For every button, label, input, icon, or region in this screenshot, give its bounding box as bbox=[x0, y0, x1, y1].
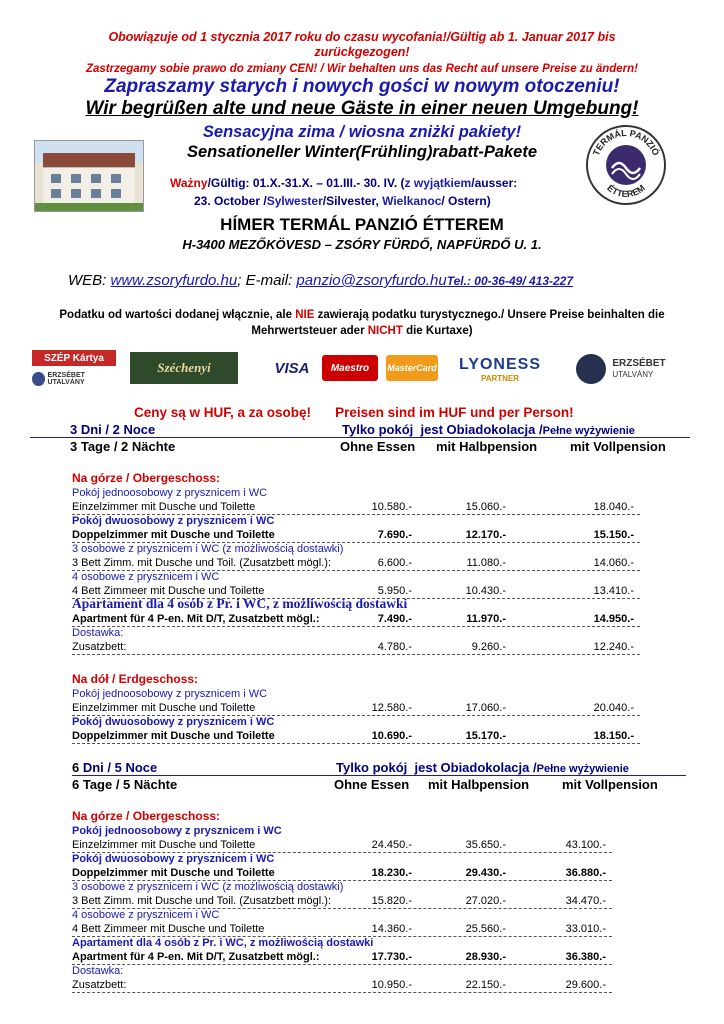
tax-nicht: NICHT bbox=[367, 325, 403, 337]
room-type-de: Einzelzimmer mit Dusche und Toilette bbox=[72, 702, 640, 716]
room-type-pl: Dostawka: bbox=[72, 965, 124, 977]
sec1-upper-heading bbox=[72, 471, 220, 486]
tax-text-a: Podatku od wartości dodanej włącznie, ale bbox=[59, 309, 296, 321]
price-vollpension: 34.470.- bbox=[565, 895, 606, 907]
price-halbpension: 10.430.- bbox=[465, 585, 506, 597]
lyoness-partner-text: PARTNER bbox=[480, 373, 520, 383]
price-vollpension: 14.950.- bbox=[593, 613, 634, 625]
validity-range: /Gültig: 01.X.-31.X. – 01.III.- 30. IV. ( bbox=[207, 176, 405, 190]
lyoness-logo bbox=[446, 350, 554, 388]
svg-text:TERMÁL PANZIÓ: TERMÁL PANZIÓ bbox=[590, 127, 662, 158]
room-type-de: Doppelzimmer mit Dusche und Toilette bbox=[72, 730, 640, 744]
price-ohne-essen: 15.820.- bbox=[371, 895, 412, 907]
validity-dates bbox=[170, 174, 590, 210]
sec2-days-pl bbox=[72, 760, 157, 775]
sec2-days-de: 6 Tage / 5 Nächte bbox=[72, 777, 178, 792]
room-type-de: 4 Bett Zimmeer mit Dusche und Toilette bbox=[72, 923, 612, 937]
price-vollpension: 18.150.- bbox=[593, 730, 634, 742]
room-type-de: Doppelzimmer mit Dusche und Toilette bbox=[72, 529, 640, 543]
email-link[interactable]: panzio@zsoryfurdo.hu bbox=[296, 272, 447, 289]
room-type-de: Apartment für 4 P-en. Mit D/T, Zusatzbett mögl.: bbox=[72, 951, 612, 965]
sec1-upper-pl: Na górze bbox=[72, 471, 123, 485]
price-halbpension: 11.970.- bbox=[466, 613, 506, 625]
erzsebet-emblem-icon bbox=[576, 354, 606, 384]
tax-note bbox=[30, 307, 694, 339]
validity-silvester: /Silvester, bbox=[322, 194, 383, 208]
mastercard-logo: MasterCard bbox=[386, 355, 438, 381]
room-type-pl: 3 osobowe z prysznicem i WC (z możliwością dostawki) bbox=[72, 543, 344, 555]
prices-note bbox=[134, 405, 574, 421]
sec2-num: 6 bbox=[72, 760, 83, 775]
price-halbpension: 9.260.- bbox=[471, 641, 506, 653]
erzsebet-logo bbox=[566, 350, 676, 388]
room-type-pl: 4 osobowe z prysznicem i WC bbox=[72, 909, 220, 921]
lyoness-text: LYONESS bbox=[459, 355, 541, 373]
price-ohne-essen: 17.730.- bbox=[371, 951, 412, 963]
room-type-de: Zusatzbett: bbox=[72, 979, 612, 993]
erzsebet-emblem-icon bbox=[32, 372, 45, 386]
price-vollpension: 36.380.- bbox=[565, 951, 606, 963]
prices-note-de: Preisen sind im HUF und per Person! bbox=[335, 405, 574, 420]
sec1-divider bbox=[30, 437, 690, 438]
erzsebet-small-text: ERZSÉBET UTALVÁNY bbox=[47, 372, 85, 386]
hotel-photo bbox=[34, 140, 144, 212]
maestro-logo: Maestro bbox=[322, 355, 378, 381]
szep-card-logo: SZÉP Kártya bbox=[32, 350, 116, 366]
room-type-de: 3 Bett Zimm. mit Dusche und Toil. (Zusatzbett mögl.): bbox=[72, 557, 640, 571]
price-vollpension: 43.100.- bbox=[565, 839, 606, 851]
sec1-col-halb: mit Halbpension bbox=[436, 439, 538, 454]
sec1-days-pl: 3 Dni / 2 Noce bbox=[70, 422, 156, 437]
room-type-de: Zusatzbett: bbox=[72, 641, 640, 655]
price-ohne-essen: 14.360.- bbox=[371, 923, 412, 935]
price-change-notice bbox=[0, 62, 724, 76]
svg-text:ÉTTEREM: ÉTTEREM bbox=[605, 182, 647, 200]
room-type-pl: Pokój dwuosobowy z prysznicem i WC bbox=[72, 716, 275, 728]
sec2-upper-pl: Na górze bbox=[72, 809, 123, 823]
room-type-pl: Pokój dwuosobowy z prysznicem i WC bbox=[72, 515, 275, 527]
price-vollpension: 14.060.- bbox=[593, 557, 634, 569]
room-type-pl: 4 osobowe z prysznicem i WC bbox=[72, 571, 220, 583]
prices-note-pl: Ceny są w HUF, a za osobę! bbox=[134, 405, 312, 420]
price-halbpension: 35.650.- bbox=[465, 839, 506, 851]
price-ohne-essen: 12.580.- bbox=[371, 702, 412, 714]
sec1-lower-heading bbox=[72, 672, 198, 687]
szechenyi-card-logo: Széchenyi bbox=[130, 352, 238, 384]
room-type-de: Einzelzimmer mit Dusche und Toilette bbox=[72, 501, 640, 515]
price-ohne-essen: 7.490.- bbox=[377, 613, 412, 625]
price-vollpension: 15.150.- bbox=[593, 529, 634, 541]
hotel-address: H-3400 MEZŐKÖVESD – ZSÓRY FÜRDŐ, NAPFÜRDŐ U. 1. bbox=[182, 237, 542, 252]
price-ohne-essen: 10.580.- bbox=[371, 501, 412, 513]
price-vollpension: 18.040.- bbox=[593, 501, 634, 513]
price-halbpension: 27.020.- bbox=[465, 895, 506, 907]
sec2-days-pl-text: Dni / 5 Noce bbox=[82, 760, 158, 775]
tax-text-c: Mehrwertsteuer ader bbox=[251, 325, 368, 337]
price-halbpension: 15.170.- bbox=[465, 730, 506, 742]
welcome-de: Wir begrüßen alte und neue Gäste in einer neuen Umgebung! bbox=[85, 98, 639, 119]
sec1-col-ohne: Ohne Essen bbox=[340, 439, 416, 454]
phone: Tel.: 00-36-49/ 413-227 bbox=[446, 274, 574, 288]
room-type-pl: Apartament dla 4 osób z Pr. i WC, z możliwością dostawki bbox=[72, 937, 374, 949]
validity-except: z wyjątkiem bbox=[404, 176, 472, 190]
room-type-pl: Pokój jednoosobowy z prysznicem i WC bbox=[72, 688, 268, 700]
web-label: WEB: bbox=[68, 272, 111, 289]
sec2-divider bbox=[72, 775, 686, 776]
room-type-de: Einzelzimmer mit Dusche und Toilette bbox=[72, 839, 612, 853]
price-ohne-essen: 7.690.- bbox=[377, 529, 412, 541]
sec2-col-voll: mit Vollpension bbox=[562, 777, 658, 792]
price-halbpension: 22.150.- bbox=[465, 979, 506, 991]
price-vollpension: 29.600.- bbox=[565, 979, 606, 991]
sec1-h2: jest Obiadokolacja / bbox=[420, 422, 543, 437]
price-halbpension: 29.430.- bbox=[465, 867, 506, 879]
welcome-pl: Zapraszamy starych i nowych gości w nowym otoczeniu! bbox=[104, 76, 620, 97]
room-type-pl: Pokój jednoosobowy z prysznicem i WC bbox=[72, 487, 268, 499]
validity-sylwester: Sylwester bbox=[266, 194, 323, 208]
price-vollpension: 33.010.- bbox=[565, 923, 606, 935]
sec2-h2: jest Obiadokolacja / bbox=[414, 760, 537, 775]
sec2-h3: Pełne wyżywienie bbox=[536, 763, 629, 775]
room-type-de: Apartment für 4 P-en. Mit D/T, Zusatzbett mögl.: bbox=[72, 613, 640, 627]
payment-logos bbox=[0, 350, 724, 390]
sec2-upper-heading bbox=[72, 809, 220, 824]
sec2-upper-de: / Obergeschoss: bbox=[122, 809, 221, 823]
room-type-pl: Pokój dwuosobowy z prysznicem i WC bbox=[72, 853, 275, 865]
price-ohne-essen: 18.230.- bbox=[371, 867, 412, 879]
web-link[interactable]: www.zsoryfurdo.hu bbox=[110, 272, 238, 289]
price-ohne-essen: 10.950.- bbox=[371, 979, 412, 991]
price-vollpension: 13.410.- bbox=[593, 585, 634, 597]
price-halbpension: 28.930.- bbox=[465, 951, 506, 963]
validity-ostern: / Ostern) bbox=[441, 194, 491, 208]
price-ohne-essen: 5.950.- bbox=[377, 585, 412, 597]
room-type-pl: Apartament dla 4 osób z Pr. i WC, z możliwością dostawki bbox=[72, 596, 408, 611]
sec1-lower-de: / Erdgeschoss: bbox=[108, 672, 199, 686]
sec1-upper-de: / Obergeschoss: bbox=[122, 471, 221, 485]
price-vollpension: 36.880.- bbox=[565, 867, 606, 879]
email-label: ; E-mail: bbox=[237, 272, 297, 289]
room-type-de: 4 Bett Zimmeer mit Dusche und Toilette bbox=[72, 585, 640, 599]
promo-de: Sensationeller Winter(Frühling)rabatt-Pakete bbox=[186, 143, 538, 161]
validity-ausser: /ausser: bbox=[471, 176, 518, 190]
sec1-col-voll: mit Vollpension bbox=[570, 439, 666, 454]
price-ohne-essen: 24.450.- bbox=[371, 839, 412, 851]
sec1-days-de: 3 Tage / 2 Nächte bbox=[70, 439, 176, 454]
termal-panzio-logo bbox=[585, 124, 667, 206]
utalvany-text: UTALVÁNY bbox=[612, 370, 654, 379]
price-vollpension: 20.040.- bbox=[593, 702, 634, 714]
price-halbpension: 11.080.- bbox=[466, 557, 506, 569]
contact-line bbox=[68, 272, 573, 290]
tax-nie: NIE bbox=[295, 309, 315, 321]
tax-text-d: die Kurtaxe) bbox=[402, 325, 473, 337]
price-ohne-essen: 4.780.- bbox=[377, 641, 412, 653]
validity-notice bbox=[0, 30, 724, 60]
sec1-h1: Tylko pokój bbox=[342, 422, 414, 437]
validity-label-pl: Ważny bbox=[170, 176, 208, 190]
price-halbpension: 17.060.- bbox=[465, 702, 506, 714]
room-type-pl: 3 osobowe z prysznicem i WC (z możliwością dostawki) bbox=[72, 881, 344, 893]
room-type-de: 3 Bett Zimm. mit Dusche und Toil. (Zusatzbett mögl.): bbox=[72, 895, 612, 909]
price-halbpension: 15.060.- bbox=[465, 501, 506, 513]
sec1-h3: Pełne wyżywienie bbox=[542, 425, 635, 437]
room-type-de: Doppelzimmer mit Dusche und Toilette bbox=[72, 867, 612, 881]
validity-notice-line1: Obowiązuje od 1 stycznia 2017 roku do czasu wycofania!/Gültig ab 1. Januar 2017 bis bbox=[108, 30, 616, 44]
price-ohne-essen: 6.600.- bbox=[377, 557, 412, 569]
validity-wielkanoc: Wielkanoc bbox=[382, 194, 442, 208]
hotel-name: HÍMER TERMÁL PANZIÓ ÉTTEREM bbox=[220, 215, 504, 234]
price-halbpension: 25.560.- bbox=[465, 923, 506, 935]
erzsebet-text: ERZSÉBET bbox=[612, 358, 666, 369]
erzsebet-small-logo bbox=[32, 370, 116, 388]
validity-oct: 23. October / bbox=[194, 194, 267, 208]
price-change-text: Zastrzegamy sobie prawo do zmiany CEN! / Wir behalten uns das Recht auf unsere Preise zu ändern! bbox=[85, 63, 639, 75]
tax-text-b: zawierają podatku turystycznego./ Unsere Preise beinhalten die bbox=[314, 309, 665, 321]
validity-notice-line1b: zurückgezogen! bbox=[314, 45, 410, 59]
room-type-pl: Pokój jednoosobowy z prysznicem i WC bbox=[72, 825, 282, 837]
price-ohne-essen: 10.690.- bbox=[371, 730, 412, 742]
sec1-lower-pl: Na dół bbox=[72, 672, 109, 686]
sec2-col-ohne: Ohne Essen bbox=[334, 777, 410, 792]
sec2-h1: Tylko pokój bbox=[336, 760, 408, 775]
sec2-col-halb: mit Halbpension bbox=[428, 777, 530, 792]
room-type-pl: Dostawka: bbox=[72, 627, 124, 639]
price-vollpension: 12.240.- bbox=[593, 641, 634, 653]
promo-pl: Sensacyjna zima / wiosna zniżki pakiety! bbox=[202, 123, 522, 141]
price-halbpension: 12.170.- bbox=[465, 529, 506, 541]
visa-logo: VISA bbox=[264, 354, 320, 382]
